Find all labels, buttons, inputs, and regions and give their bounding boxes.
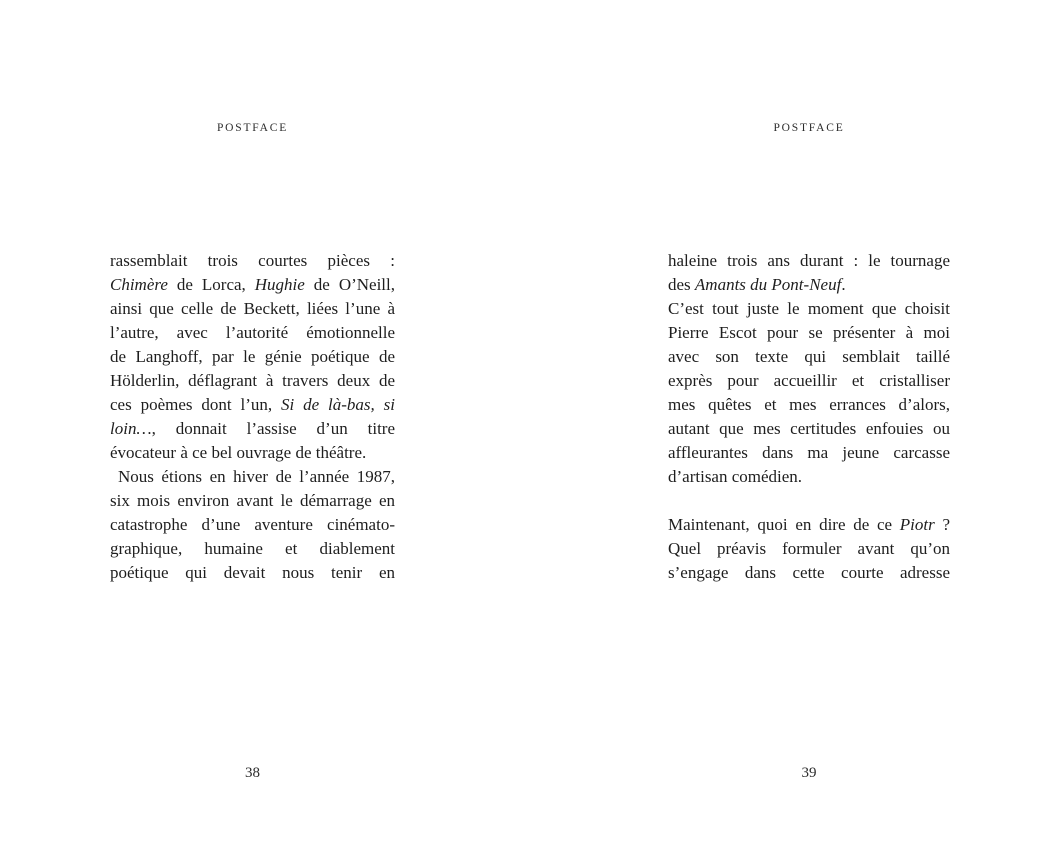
text-line bbox=[668, 417, 950, 441]
body-text: Hölderlin, déflagrant à travers deux de bbox=[110, 371, 395, 390]
body-text: de O’Neill, bbox=[304, 275, 395, 294]
body-text: six mois environ avant le démarrage en bbox=[110, 491, 395, 510]
body-text: mes quêtes et mes errances d’alors, bbox=[668, 395, 950, 414]
italic-text: Hughie bbox=[254, 275, 305, 294]
body-text: exprès pour accueillir et cristalliser bbox=[668, 371, 950, 390]
italic-text: Amants du Pont-Neuf bbox=[694, 275, 842, 294]
body-text: Pierre Escot pour se présenter à moi bbox=[668, 323, 950, 342]
body-text: s’engage dans cette courte adresse bbox=[668, 563, 950, 582]
blank-line bbox=[668, 489, 950, 513]
italic-text: Chimère bbox=[110, 275, 168, 294]
body-text: Nous étions en hiver de l’année 1987, bbox=[118, 467, 395, 486]
body-text: catastrophe d’une aventure cinémato- bbox=[110, 515, 395, 534]
body-text: de Langhoff, par le génie poétique de bbox=[110, 347, 395, 366]
text-line bbox=[110, 345, 395, 369]
text-line bbox=[668, 393, 950, 417]
body-text: , donnait l’assise d’un titre bbox=[151, 419, 395, 438]
body-text: ? bbox=[934, 515, 950, 534]
italic-text: Si de là-bas, si bbox=[281, 395, 396, 414]
body-text: rassemblait trois courtes pièces : bbox=[110, 251, 395, 270]
body-text: affleurantes dans ma jeune carcasse bbox=[668, 443, 950, 462]
text-line bbox=[668, 465, 950, 489]
running-head-right: POSTFACE bbox=[773, 122, 845, 134]
text-line bbox=[668, 273, 950, 297]
text-block-right bbox=[668, 249, 950, 585]
text-line bbox=[110, 369, 395, 393]
text-line bbox=[110, 249, 395, 273]
body-text: avec son texte qui semblait taillé bbox=[668, 347, 950, 366]
text-line bbox=[110, 393, 395, 417]
body-text: des bbox=[668, 275, 695, 294]
body-text: Maintenant, quoi en dire de ce bbox=[668, 515, 900, 534]
text-line bbox=[110, 489, 395, 513]
text-line bbox=[110, 513, 395, 537]
text-line bbox=[110, 465, 395, 489]
text-line bbox=[668, 513, 950, 537]
page-39 bbox=[668, 0, 950, 865]
italic-text: Piotr bbox=[899, 515, 935, 534]
body-text: ainsi que celle de Beckett, liées l’une à bbox=[110, 299, 395, 318]
body-text: poétique qui devait nous tenir en bbox=[110, 563, 395, 582]
text-line bbox=[668, 297, 950, 321]
body-text: autant que mes certitudes enfouies ou bbox=[668, 419, 950, 438]
page-number-right: 39 bbox=[801, 765, 817, 781]
body-text: ces poèmes dont l’un, bbox=[110, 395, 282, 414]
text-line bbox=[110, 273, 395, 297]
text-line bbox=[110, 561, 395, 585]
body-text: de Lorca, bbox=[167, 275, 255, 294]
italic-text: loin… bbox=[110, 419, 152, 438]
body-text: d’artisan comédien. bbox=[668, 467, 803, 486]
page-38 bbox=[110, 0, 395, 865]
text-line bbox=[110, 297, 395, 321]
text-line bbox=[668, 537, 950, 561]
body-text: Quel préavis formuler avant qu’on bbox=[668, 539, 950, 558]
text-line bbox=[668, 321, 950, 345]
text-line bbox=[668, 441, 950, 465]
body-text: haleine trois ans durant : le tournage bbox=[668, 251, 950, 270]
text-block-left bbox=[110, 249, 395, 585]
body-text: évocateur à ce bel ouvrage de théâtre. bbox=[110, 443, 367, 462]
body-text: graphique, humaine et diablement bbox=[110, 539, 395, 558]
page-number-left: 38 bbox=[245, 765, 260, 781]
text-line bbox=[668, 561, 950, 585]
body-text: l’autre, avec l’autorité émotionnelle bbox=[110, 323, 395, 342]
text-line bbox=[668, 249, 950, 273]
body-text: C’est tout juste le moment que choisit bbox=[668, 299, 950, 318]
text-line bbox=[110, 417, 395, 441]
text-line bbox=[668, 345, 950, 369]
running-head-left: POSTFACE bbox=[216, 122, 289, 134]
text-line bbox=[110, 537, 395, 561]
text-line bbox=[110, 321, 395, 345]
body-text: . bbox=[841, 275, 846, 294]
text-line bbox=[668, 369, 950, 393]
text-line bbox=[110, 441, 395, 465]
